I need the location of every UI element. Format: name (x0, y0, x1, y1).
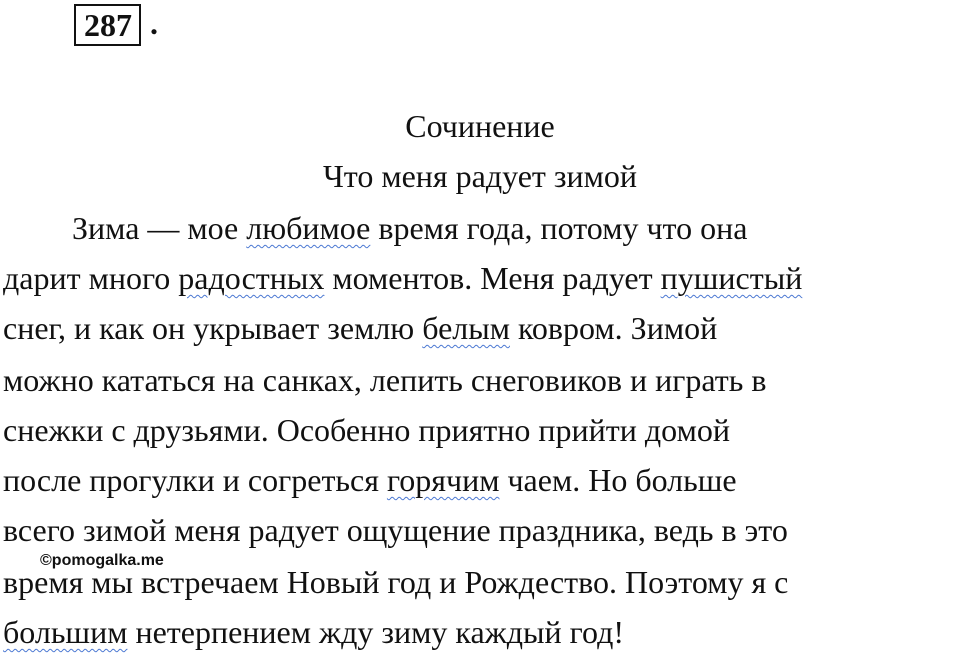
text-segment: нетерпением жду зиму каждый год! (127, 614, 625, 650)
text-line-9 (3, 612, 624, 652)
text-segment: чаем. Но больше (499, 462, 737, 498)
text-line-6 (3, 460, 737, 500)
text-segment: снег, и как он укрывает землю (3, 310, 423, 346)
text-segment: снежки с друзьями. Особенно приятно прийти домой (3, 412, 730, 448)
text-segment: время года, потому что она (370, 210, 748, 246)
text-segment: после прогулки и согреться (3, 462, 387, 498)
text-line-2 (3, 258, 802, 298)
text-segment: можно кататься на санках, лепить снеговиков и играть в (3, 362, 767, 398)
underlined-word: пушистый (660, 260, 803, 296)
text-segment: время мы встречаем Новый год и Рождество. Поэтому я с (3, 564, 789, 600)
exercise-number-box (74, 4, 141, 46)
underlined-word: горячим (386, 462, 500, 498)
underlined-word: белым (422, 310, 510, 346)
exercise-number: 287 (84, 7, 132, 43)
text-line-1 (72, 208, 747, 248)
text-segment: ковром. Зимой (509, 310, 718, 346)
essay-title: Сочинение (405, 108, 555, 144)
underlined-word: большим (3, 614, 128, 650)
underlined-word: радостных (178, 260, 325, 296)
exercise-number-dot: . (150, 5, 158, 41)
text-line-5 (3, 410, 730, 450)
text-segment: Зима — мое (72, 210, 247, 246)
essay-subtitle: Что меня радует зимой (322, 158, 638, 194)
text-line-3 (3, 308, 717, 348)
text-line-4 (3, 360, 766, 400)
text-segment: дарит много (3, 260, 179, 296)
watermark: ©pomogalka.me (40, 552, 164, 569)
text-segment: всего зимой меня радует ощущение праздника, ведь в это (3, 512, 788, 548)
underlined-word: любимое (246, 210, 371, 246)
text-segment: моментов. Меня радует (324, 260, 661, 296)
text-line-7 (3, 510, 788, 550)
